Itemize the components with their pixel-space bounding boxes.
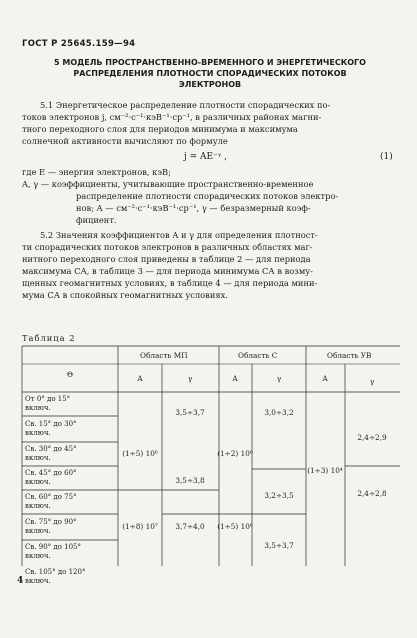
mp-gamma-header: γ <box>187 374 193 383</box>
uv-a-header: A <box>322 374 328 383</box>
row-6-range: Св. 75° до 90° <box>25 518 77 526</box>
para-5-1-line-3: тного переходного слоя для периодов минимума и максимума <box>22 124 298 134</box>
where-line-5: фициент. <box>76 215 117 225</box>
section-title-line-3: ЭЛЕКТРОНОВ <box>178 80 242 89</box>
mp-a-value-1: (1÷5) 10⁶ <box>122 449 158 458</box>
row-3-range: Св. 30° до 45° <box>25 445 77 453</box>
region-c-header: Область С <box>238 351 278 360</box>
para-5-2-line-4: максимума СА, в таблице 3 — для периода минимума СА в возму- <box>22 266 313 276</box>
table-caption: Таблица 2 <box>22 333 76 343</box>
mp-a-header: A <box>137 374 143 383</box>
region-mp-header: Область МП <box>140 351 188 360</box>
row-5-incl: включ. <box>25 502 51 510</box>
c-gamma-value-2: 3,2÷3,5 <box>264 491 294 500</box>
uv-gamma-value-2: 2,4÷2,8 <box>357 489 387 498</box>
where-line-1: где E — энергия электронов, кэВ; <box>22 167 171 177</box>
uv-gamma-header: γ <box>369 377 375 386</box>
where-line-2: A, γ — коэффициенты, учитывающие пространственно-временное <box>22 179 314 189</box>
row-4-range: Св. 45° до 60° <box>25 469 77 477</box>
c-gamma-value-1: 3,0÷3,2 <box>264 408 294 417</box>
para-5-2-line-3: нитного переходного слоя приведены в таблице 2 — для периода <box>22 254 311 264</box>
mp-gamma-value-2: 3,5÷3,8 <box>175 476 205 485</box>
mp-a-value-2: (1÷8) 10⁷ <box>122 522 158 531</box>
page-number: 4 <box>17 576 24 586</box>
row-1-incl: включ. <box>25 404 51 412</box>
row-8-incl: включ. <box>25 577 51 585</box>
where-line-4: нов; A — см⁻²·с⁻¹·кэВ⁻¹·ср⁻¹, γ — безразмерный коэф- <box>76 203 311 213</box>
c-a-value-1: (1÷2) 10⁶ <box>217 449 253 458</box>
mp-gamma-value-3: 3,7÷4,0 <box>175 522 205 531</box>
uv-a-value: (1÷3) 10⁴ <box>307 466 343 475</box>
c-a-header: A <box>232 374 238 383</box>
section-title-line-2: РАСПРЕДЕЛЕНИЯ ПЛОТНОСТИ СПОРАДИЧЕСКИХ ПОТОКОВ <box>73 69 347 78</box>
row-7-incl: включ. <box>25 552 51 560</box>
formula-number: (1) <box>380 152 393 162</box>
region-uv-header: Область УВ <box>327 351 372 360</box>
row-2-range: Св. 15° до 30° <box>25 420 77 428</box>
row-1-range: От 0° до 15° <box>25 395 71 403</box>
para-5-1-line-4: солнечной активности вычисляют по формуле <box>22 136 228 146</box>
row-8-range: Св. 105° до 120° <box>25 568 86 576</box>
row-3-incl: включ. <box>25 454 51 462</box>
row-4-incl: включ. <box>25 478 51 486</box>
row-7-range: Св. 90° до 105° <box>25 543 81 551</box>
c-gamma-value-3: 3,5÷3,7 <box>264 541 294 550</box>
para-5-1-line-1: 5.1 Энергетическое распределение плотности спорадических по- <box>40 100 331 110</box>
para-5-2-line-1: 5.2 Значения коэффициентов A и γ для определения плотност- <box>40 230 318 240</box>
para-5-1-line-2: токов электронов j, см⁻²·с⁻¹·кэВ⁻¹·ср⁻¹, в различных районах магни- <box>22 112 322 122</box>
theta-header: Θ <box>67 370 73 379</box>
uv-gamma-value-1: 2,4÷2,9 <box>357 433 387 442</box>
c-a-value-2: (1÷5) 10⁶ <box>217 522 253 531</box>
row-6-incl: включ. <box>25 527 51 535</box>
para-5-2-line-6: мума СА в спокойных геомагнитных условиях. <box>22 290 228 300</box>
mp-gamma-value-1: 3,5÷3,7 <box>175 408 205 417</box>
where-line-3: распределение плотности спорадических потоков электро- <box>76 191 339 201</box>
para-5-2-line-5: щенных геомагнитных условиях, в таблице 4 — для периода мини- <box>22 278 318 288</box>
row-5-range: Св. 60° до 75° <box>25 493 77 501</box>
row-2-incl: включ. <box>25 429 51 437</box>
document-header: ГОСТ Р 25645.159—94 <box>22 39 136 49</box>
para-5-2-line-2: ти спорадических потоков электронов в различных областях маг- <box>22 242 313 252</box>
formula: j = AE⁻ᵞ , <box>184 152 227 162</box>
section-title-line-1: 5 МОДЕЛЬ ПРОСТРАНСТВЕННО-ВРЕМЕННОГО И ЭНЕРГЕТИЧЕСКОГО <box>54 58 366 67</box>
c-gamma-header: γ <box>276 374 282 383</box>
